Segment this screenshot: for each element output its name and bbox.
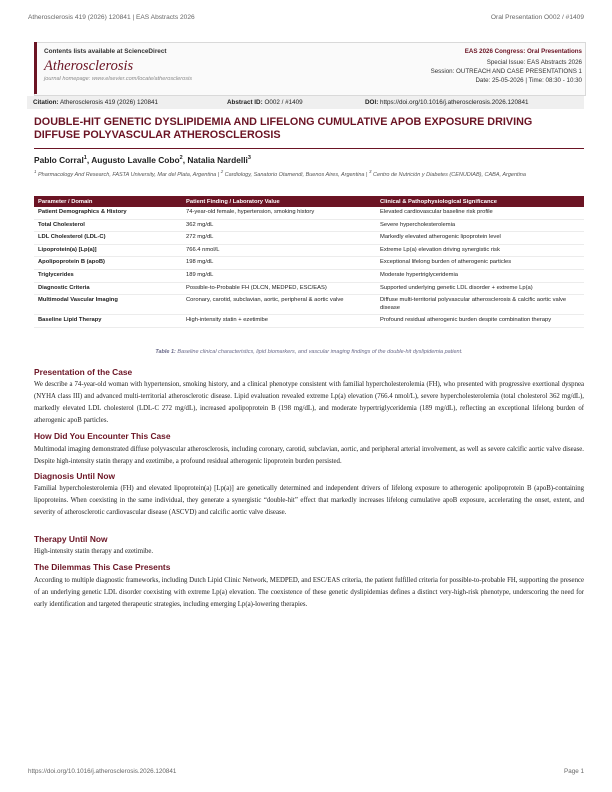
table-cell: Multimodal Vascular Imaging [34, 295, 182, 315]
section-text-encounter: Multimodal imaging demonstrated diffuse polyvascular atherosclerosis, including coronary, carotid, subclavian, aortic, and peripheral arterial involvement, as well as severe calcific aortic valve disease. Despite high-intensity statin therapy and ezetimibe, a profound residual atherogenic lipoprotein burden persisted. [34, 446, 584, 465]
abstract-id-field: Abstract ID: O002 / #1409 [227, 99, 303, 106]
contents-line: Contents lists available at ScienceDirect [44, 48, 167, 55]
affiliations: $^1$ Pharmacology And Research, FASTA University, Mar del Plata, Argentina | $^2$ Cardiology, Sanatorio Otamendi, Buenos Aires, Argentina | $^3$ Centro de Nutrición y Diabetes (CENUDIAB), CABA, Argentina [34, 169, 526, 178]
table-cell: Exceptional lifelong burden of atherogenic particles [376, 257, 584, 270]
table-header-row [34, 196, 584, 207]
table-header-cell: Parameter / Domain [34, 196, 182, 207]
table-row [34, 269, 584, 282]
article-title: DOUBLE-HIT GENETIC DYSLIPIDEMIA AND LIFELONG CUMULATIVE APOB EXPOSURE DRIVING DIFFUSE POLYVASCULAR ATHEROSCLEROSIS [34, 116, 533, 141]
table-row [34, 315, 584, 328]
table-row [34, 232, 584, 245]
table-cell: 362 mg/dL [182, 219, 376, 232]
citation-bar [27, 96, 584, 109]
table-cell: Markedly elevated atherogenic lipoprotein level [376, 232, 584, 245]
session-date-time: Date: 25-05-2026 | Time: 08:30 - 10:30 [475, 77, 582, 84]
table-row [34, 207, 584, 219]
section-heading-therapy: Therapy Until Now [34, 534, 108, 544]
section-text-therapy: High-intensity statin therapy and ezetimibe. [34, 548, 154, 555]
author-list [34, 155, 251, 165]
table-cell: Severe hypercholesterolemia [376, 219, 584, 232]
special-issue: Special Issue: EAS Abstracts 2026 [486, 59, 582, 66]
table-caption: Table 1: Baseline clinical characteristics, lipid biomarkers, and vascular imaging findings of the double-hit dyslipidemia patient. [155, 349, 463, 355]
table-cell: Extreme Lp(a) elevation driving synergistic risk [376, 244, 584, 257]
page-number: Page 1 [564, 768, 584, 775]
masthead-accent-bar [34, 42, 37, 94]
table-cell: Supported underlying genetic LDL disorder + extreme Lp(a) [376, 282, 584, 295]
table-cell: Patient Demographics & History [34, 207, 182, 219]
table-cell: Lipoprotein(a) [Lp(a)] [34, 244, 182, 257]
table-row [34, 219, 584, 232]
table-cell: LDL Cholesterol (LDL-C) [34, 232, 182, 245]
footer-doi-link[interactable]: https://doi.org/10.1016/j.atherosclerosis.2026.120841 [28, 768, 177, 775]
journal-homepage-link[interactable]: journal homepage: www.elsevier.com/locate/atherosclerosis [44, 76, 193, 82]
section-heading-presentation: Presentation of the Case [34, 367, 133, 377]
section-text-diagnosis: Familial hypercholesterolemia (FH) and elevated lipoprotein(a) [Lp(a)] are genetically determined and independent drivers of lifelong exposure to atherogenic apolipoprotein B (apoB)-containing lipoproteins. When coexisting in the same individual, they generate a synergistic “double-hit” effect that markedly increases lifelong cumulative apoB exposure, accelerating the onset, extent, and severity of atherosclerotic cardiovascular disease (ASCVD) and calcific aortic valve disease. [34, 485, 584, 516]
table-header-cell: Clinical & Pathophysiological Significance [376, 196, 584, 207]
table-row [34, 244, 584, 257]
author: Augusto Lavalle Cobo$^2$, [91, 155, 188, 165]
author: Pablo Corral$^1$, [34, 155, 92, 165]
clinical-findings-table [34, 196, 584, 328]
table-cell: Apolipoprotein B (apoB) [34, 257, 182, 270]
section-heading-encounter: How Did You Encounter This Case [34, 431, 171, 441]
table-cell: Diagnostic Criteria [34, 282, 182, 295]
table-cell: Coronary, carotid, subclavian, aortic, peripheral & aortic valve [182, 295, 376, 315]
journal-name: Atherosclerosis [44, 58, 134, 74]
table-cell: Diffuse multi-territorial polyvascular atherosclerosis & calcific aortic valve disease [376, 295, 584, 315]
table-row [34, 257, 584, 270]
table-row [34, 282, 584, 295]
table-cell: Total Cholesterol [34, 219, 182, 232]
section-heading-dilemmas: The Dilemmas This Case Presents [34, 562, 171, 572]
running-header-left: Atherosclerosis 419 (2026) 120841 | EAS Abstracts 2026 [28, 14, 195, 21]
table-cell: High-intensity statin + ezetimibe [182, 315, 376, 328]
citation-field: Citation: Atherosclerosis 419 (2026) 120841 [33, 99, 158, 106]
doi-field[interactable]: DOI: https://doi.org/10.1016/j.atherosclerosis.2026.120841 [365, 99, 529, 106]
table-cell: Possible-to-Probable FH (DLCN, MEDPED, ESC/EAS) [182, 282, 376, 295]
table-cell: Baseline Lipid Therapy [34, 315, 182, 328]
section-heading-diagnosis: Diagnosis Until Now [34, 471, 115, 481]
author: Natalia Nardelli$^3$ [187, 155, 251, 165]
table-cell: 272 mg/dL [182, 232, 376, 245]
table-row [34, 295, 584, 315]
table-cell: Triglycerides [34, 269, 182, 282]
table-cell: Moderate hypertriglyceridemia [376, 269, 584, 282]
table-cell: 189 mg/dL [182, 269, 376, 282]
section-text-presentation: We describe a 74-year-old woman with hypertension, smoking history, and a clinical phenotype consistent with familial hypercholesterolemia (FH), who presented with progressive exertional dyspnea (NYHA class III) and advanced multi-territorial atherosclerotic disease. Lipid evaluation revealed extreme Lp(a) elevation (766.4 nmol/L), severe hypercholesterolemia (total cholesterol 362 mg/dL), markedly elevated LDL cholesterol (LDL-C 272 mg/dL), increased apolipoprotein B (198 mg/dL), and moderate hypertriglyceridemia (189 mg/dL), reflecting an exceptional lifelong burden of atherogenic apoB particles. [34, 381, 584, 424]
session-name: Session: OUTREACH AND CASE PRESENTATIONS 1 [430, 68, 582, 75]
congress-name: EAS 2026 Congress: Oral Presentations [464, 48, 582, 55]
table-cell: 74-year-old female, hypertension, smoking history [182, 207, 376, 219]
table-cell: Elevated cardiovascular baseline risk profile [376, 207, 584, 219]
running-header-right: Oral Presentation O002 / #1409 [490, 14, 584, 21]
title-divider [34, 148, 584, 149]
table-cell: 198 mg/dL [182, 257, 376, 270]
table-cell: Profound residual atherogenic burden despite combination therapy [376, 315, 584, 328]
table-header-cell: Patient Finding / Laboratory Value [182, 196, 376, 207]
section-text-dilemmas: According to multiple diagnostic frameworks, including Dutch Lipid Clinic Network, MEDPED, and ESC/EAS criteria, the patient fulfilled criteria for possible-to-probable FH, supporting the presence of an underlying genetic LDL disorder coexisting with extreme Lp(a) elevation. The coexistence of these genetic dyslipidemias defines a distinct very-high-risk phenotype, underscoring the need for early identification and targeted therapeutic strategies, including emerging Lp(a)-lowering therapies. [34, 577, 584, 608]
table-cell: 766.4 nmol/L [182, 244, 376, 257]
